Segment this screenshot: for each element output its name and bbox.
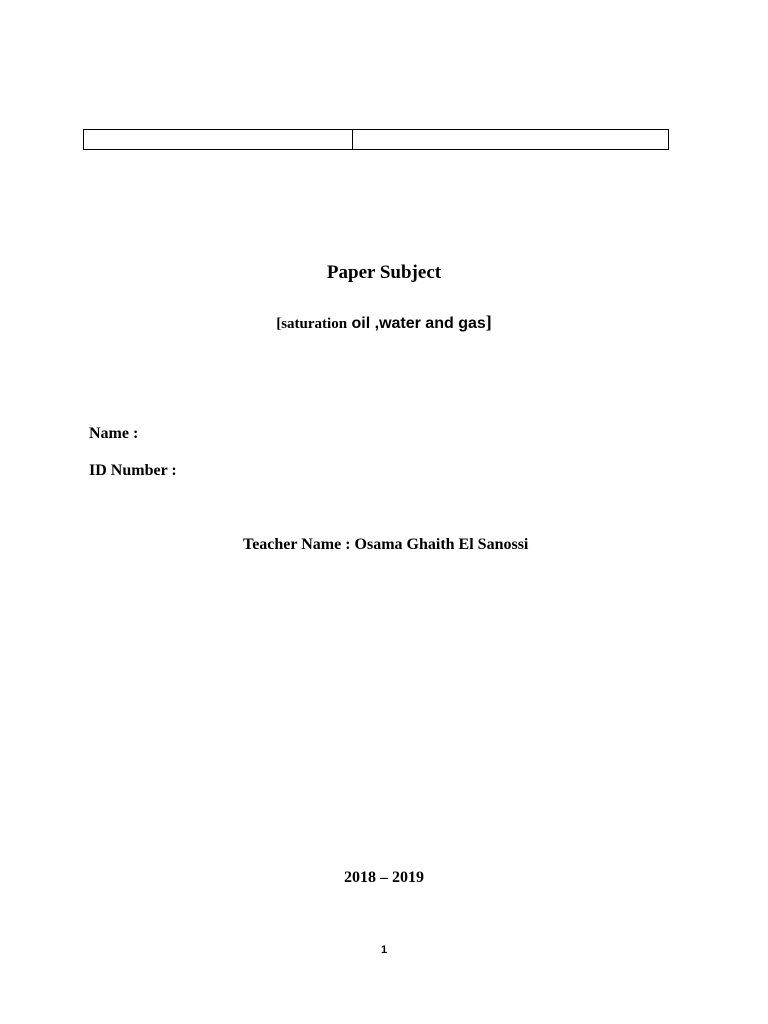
subject-rest: oil ,water and gas — [347, 315, 486, 332]
subject-word-saturation: saturation — [281, 316, 348, 332]
paper-subject-line — [0, 312, 768, 333]
header-cell-left — [84, 130, 353, 150]
teacher-name: Teacher Name : Osama Ghaith El Sanossi — [243, 536, 529, 553]
paper-title: Paper Subject — [326, 262, 442, 283]
academic-year: 2018 – 2019 — [344, 869, 424, 886]
subject-close-bracket: ] — [485, 312, 492, 332]
name-label: Name : — [89, 425, 139, 442]
header-cell-right — [353, 130, 669, 150]
page-number: 1 — [380, 944, 388, 956]
subject-open-bracket: [ — [276, 316, 282, 332]
table-row — [84, 130, 669, 150]
header-table — [83, 129, 669, 150]
id-number-label: ID Number : — [89, 462, 177, 479]
